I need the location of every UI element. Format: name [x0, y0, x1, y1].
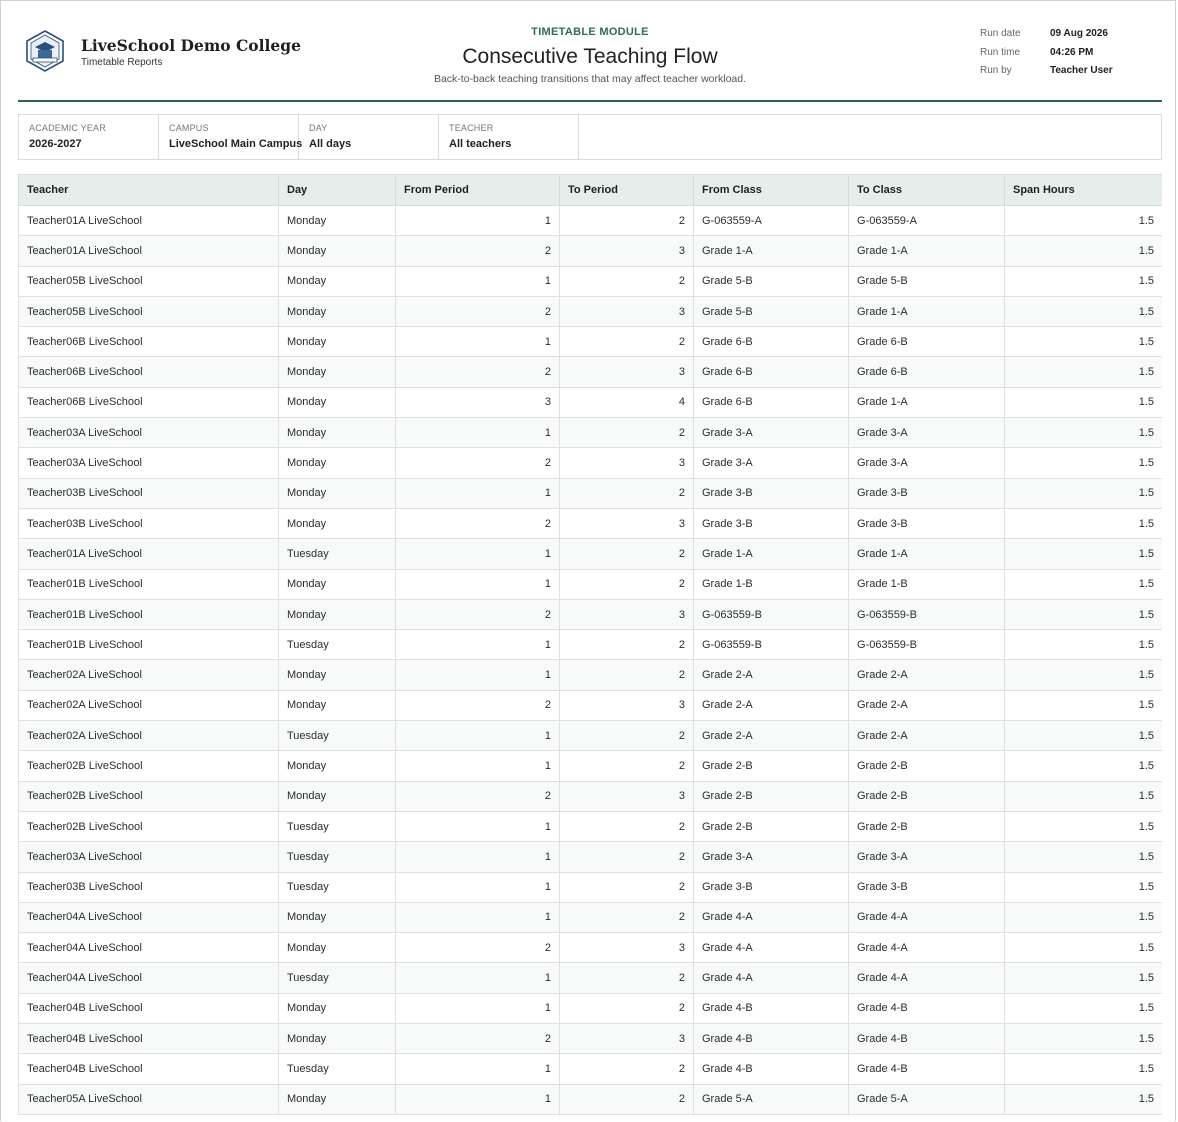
meta-label: Run by: [980, 65, 1012, 76]
filter-label: ACADEMIC YEAR: [29, 123, 106, 133]
cell-teacher: Teacher03B LiveSchool: [19, 872, 279, 902]
cell-from-class: Grade 3-A: [694, 418, 849, 448]
cell-teacher: Teacher01A LiveSchool: [19, 236, 279, 266]
cell-to-class: Grade 2-B: [849, 811, 1005, 841]
cell-from-class: Grade 6-B: [694, 357, 849, 387]
cell-day: Monday: [279, 236, 396, 266]
cell-day: Tuesday: [279, 539, 396, 569]
cell-teacher: Teacher05B LiveSchool: [19, 266, 279, 296]
table-row: [19, 478, 1163, 508]
cell-to-class: Grade 4-A: [849, 963, 1005, 993]
cell-to-class: Grade 2-B: [849, 751, 1005, 781]
cell-to-class: Grade 1-A: [849, 539, 1005, 569]
cell-day: Monday: [279, 327, 396, 357]
cell-from-class: G-063559-A: [694, 206, 849, 236]
cell-teacher: Teacher03A LiveSchool: [19, 448, 279, 478]
cell-to-period: 2: [560, 630, 694, 660]
cell-to-period: 2: [560, 1054, 694, 1084]
cell-day: Monday: [279, 569, 396, 599]
cell-from-period: 1: [396, 630, 560, 660]
cell-to-period: 2: [560, 266, 694, 296]
cell-span-hours: 1.5: [1005, 508, 1163, 538]
cell-to-period: 2: [560, 902, 694, 932]
cell-to-class: Grade 3-A: [849, 842, 1005, 872]
cell-from-class: Grade 4-B: [694, 1054, 849, 1084]
cell-to-class: Grade 2-A: [849, 690, 1005, 720]
cell-to-class: Grade 3-B: [849, 508, 1005, 538]
table-row: [19, 660, 1163, 690]
table-row: [19, 448, 1163, 478]
table-row: [19, 933, 1163, 963]
cell-from-class: Grade 2-B: [694, 751, 849, 781]
cell-span-hours: 1.5: [1005, 842, 1163, 872]
cell-from-period: 2: [396, 1024, 560, 1054]
table-row: [19, 1084, 1163, 1114]
cell-from-class: Grade 2-A: [694, 721, 849, 751]
cell-from-period: 1: [396, 539, 560, 569]
cell-span-hours: 1.5: [1005, 660, 1163, 690]
cell-span-hours: 1.5: [1005, 357, 1163, 387]
cell-to-class: Grade 4-B: [849, 1054, 1005, 1084]
cell-span-hours: 1.5: [1005, 690, 1163, 720]
cell-teacher: Teacher01B LiveSchool: [19, 569, 279, 599]
cell-to-class: Grade 2-A: [849, 721, 1005, 751]
cell-teacher: Teacher01B LiveSchool: [19, 630, 279, 660]
cell-day: Monday: [279, 418, 396, 448]
cell-to-period: 2: [560, 418, 694, 448]
cell-to-class: Grade 1-A: [849, 387, 1005, 417]
cell-from-period: 2: [396, 690, 560, 720]
cell-span-hours: 1.5: [1005, 1084, 1163, 1114]
filter-day: [299, 115, 439, 159]
cell-from-class: Grade 6-B: [694, 387, 849, 417]
table-row: [19, 539, 1163, 569]
table-row: [19, 508, 1163, 538]
cell-day: Tuesday: [279, 630, 396, 660]
cell-to-class: Grade 3-A: [849, 448, 1005, 478]
column-header-day[interactable]: Day: [279, 175, 396, 206]
cell-to-class: Grade 4-A: [849, 933, 1005, 963]
cell-teacher: Teacher06B LiveSchool: [19, 357, 279, 387]
meta-value: Teacher User: [1050, 65, 1113, 76]
cell-from-class: Grade 4-B: [694, 1024, 849, 1054]
cell-span-hours: 1.5: [1005, 993, 1163, 1023]
cell-span-hours: 1.5: [1005, 206, 1163, 236]
cell-from-period: 1: [396, 811, 560, 841]
cell-to-period: 3: [560, 781, 694, 811]
column-header-to-period[interactable]: To Period: [560, 175, 694, 206]
cell-to-period: 2: [560, 206, 694, 236]
cell-teacher: Teacher02A LiveSchool: [19, 690, 279, 720]
cell-span-hours: 1.5: [1005, 721, 1163, 751]
cell-to-class: Grade 3-B: [849, 872, 1005, 902]
cell-to-period: 2: [560, 842, 694, 872]
cell-teacher: Teacher04B LiveSchool: [19, 1054, 279, 1084]
cell-day: Monday: [279, 690, 396, 720]
cell-from-period: 1: [396, 963, 560, 993]
cell-to-class: Grade 3-A: [849, 418, 1005, 448]
cell-to-period: 2: [560, 478, 694, 508]
filter-teacher: [439, 115, 579, 159]
cell-teacher: Teacher04B LiveSchool: [19, 993, 279, 1023]
cell-span-hours: 1.5: [1005, 781, 1163, 811]
cell-span-hours: 1.5: [1005, 418, 1163, 448]
table-row: [19, 1054, 1163, 1084]
cell-to-period: 4: [560, 387, 694, 417]
report-title: Consecutive Teaching Flow: [462, 45, 718, 68]
table-row: [19, 721, 1163, 751]
cell-span-hours: 1.5: [1005, 963, 1163, 993]
cell-from-period: 2: [396, 296, 560, 326]
table-row: [19, 781, 1163, 811]
table-row: [19, 387, 1163, 417]
cell-to-class: G-063559-A: [849, 206, 1005, 236]
cell-to-period: 2: [560, 660, 694, 690]
cell-span-hours: 1.5: [1005, 539, 1163, 569]
cell-to-period: 3: [560, 296, 694, 326]
cell-day: Tuesday: [279, 842, 396, 872]
teaching-flow-table-container[interactable]: [18, 174, 1162, 1122]
cell-from-period: 2: [396, 357, 560, 387]
cell-span-hours: 1.5: [1005, 478, 1163, 508]
table-row: [19, 993, 1163, 1023]
table-row: [19, 236, 1163, 266]
filter-label: CAMPUS: [169, 123, 209, 133]
cell-to-class: Grade 2-B: [849, 781, 1005, 811]
cell-to-period: 2: [560, 963, 694, 993]
filter-academic-year: [19, 115, 159, 159]
cell-to-period: 2: [560, 539, 694, 569]
run-by-row: [980, 65, 1160, 84]
table-row: [19, 418, 1163, 448]
cell-from-class: Grade 1-A: [694, 539, 849, 569]
cell-day: Monday: [279, 933, 396, 963]
table-row: [19, 1024, 1163, 1054]
cell-from-class: G-063559-B: [694, 630, 849, 660]
cell-from-period: 1: [396, 1054, 560, 1084]
cell-day: Tuesday: [279, 963, 396, 993]
column-header-span-hours[interactable]: Span Hours: [1005, 175, 1163, 206]
cell-to-period: 3: [560, 933, 694, 963]
cell-to-class: G-063559-B: [849, 630, 1005, 660]
cell-day: Monday: [279, 781, 396, 811]
cell-day: Monday: [279, 902, 396, 932]
cell-day: Tuesday: [279, 811, 396, 841]
cell-to-class: Grade 5-B: [849, 266, 1005, 296]
table-row: [19, 266, 1163, 296]
cell-to-class: Grade 1-A: [849, 296, 1005, 326]
table-row: [19, 902, 1163, 932]
cell-day: Monday: [279, 993, 396, 1023]
cell-day: Tuesday: [279, 872, 396, 902]
cell-from-class: Grade 4-A: [694, 963, 849, 993]
cell-from-period: 1: [396, 751, 560, 781]
cell-day: Monday: [279, 448, 396, 478]
cell-from-period: 1: [396, 842, 560, 872]
cell-from-period: 1: [396, 327, 560, 357]
cell-day: Monday: [279, 508, 396, 538]
table-body: [19, 206, 1163, 1115]
cell-to-class: Grade 4-B: [849, 1024, 1005, 1054]
cell-teacher: Teacher01B LiveSchool: [19, 599, 279, 629]
filter-value: All days: [309, 138, 352, 150]
cell-day: Monday: [279, 1084, 396, 1114]
cell-from-period: 1: [396, 721, 560, 751]
cell-to-class: G-063559-B: [849, 599, 1005, 629]
table-row: [19, 599, 1163, 629]
cell-teacher: Teacher03B LiveSchool: [19, 478, 279, 508]
cell-from-class: Grade 4-A: [694, 902, 849, 932]
cell-day: Monday: [279, 357, 396, 387]
cell-from-period: 2: [396, 236, 560, 266]
cell-from-period: 1: [396, 478, 560, 508]
cell-from-class: Grade 2-A: [694, 690, 849, 720]
cell-to-period: 2: [560, 811, 694, 841]
table-row: [19, 630, 1163, 660]
table-row: [19, 751, 1163, 781]
cell-from-class: Grade 4-B: [694, 993, 849, 1023]
cell-from-period: 1: [396, 418, 560, 448]
cell-to-class: Grade 1-B: [849, 569, 1005, 599]
cell-from-class: Grade 5-B: [694, 266, 849, 296]
cell-day: Monday: [279, 1024, 396, 1054]
cell-day: Monday: [279, 751, 396, 781]
cell-from-period: 1: [396, 872, 560, 902]
cell-from-class: Grade 5-A: [694, 1084, 849, 1114]
meta-value: 04:26 PM: [1050, 46, 1094, 58]
cell-teacher: Teacher02B LiveSchool: [19, 751, 279, 781]
cell-span-hours: 1.5: [1005, 872, 1163, 902]
cell-day: Monday: [279, 599, 396, 629]
cell-from-period: 1: [396, 993, 560, 1023]
cell-from-period: 1: [396, 569, 560, 599]
cell-to-period: 2: [560, 569, 694, 599]
school-subtitle: Timetable Reports: [81, 57, 163, 68]
report-subtitle: Back-to-back teaching transitions that may affect teacher workload.: [433, 73, 747, 85]
cell-from-class: Grade 3-B: [694, 508, 849, 538]
cell-teacher: Teacher04A LiveSchool: [19, 963, 279, 993]
cell-from-period: 2: [396, 933, 560, 963]
cell-span-hours: 1.5: [1005, 1054, 1163, 1084]
cell-from-class: Grade 3-A: [694, 448, 849, 478]
meta-label: Run time: [980, 46, 1021, 58]
report-header: [18, 1, 1162, 102]
table-row: [19, 569, 1163, 599]
cell-from-period: 2: [396, 508, 560, 538]
meta-value: 09 Aug 2026: [1050, 28, 1108, 39]
cell-teacher: Teacher04B LiveSchool: [19, 1024, 279, 1054]
cell-span-hours: 1.5: [1005, 751, 1163, 781]
cell-span-hours: 1.5: [1005, 902, 1163, 932]
meta-label: Run date: [980, 28, 1021, 39]
cell-from-period: 1: [396, 266, 560, 296]
cell-to-period: 3: [560, 690, 694, 720]
table-row: [19, 842, 1163, 872]
cell-span-hours: 1.5: [1005, 266, 1163, 296]
cell-day: Monday: [279, 387, 396, 417]
cell-teacher: Teacher04A LiveSchool: [19, 933, 279, 963]
cell-to-period: 3: [560, 236, 694, 266]
cell-teacher: Teacher02B LiveSchool: [19, 781, 279, 811]
filter-value: All teachers: [449, 138, 512, 150]
cell-span-hours: 1.5: [1005, 1024, 1163, 1054]
cell-span-hours: 1.5: [1005, 933, 1163, 963]
cell-to-class: Grade 1-A: [849, 236, 1005, 266]
filter-campus: [159, 115, 303, 159]
cell-to-class: Grade 4-A: [849, 902, 1005, 932]
cell-from-period: 1: [396, 206, 560, 236]
cell-from-class: Grade 2-B: [694, 781, 849, 811]
cell-teacher: Teacher06B LiveSchool: [19, 387, 279, 417]
cell-to-class: Grade 6-B: [849, 327, 1005, 357]
filter-label: TEACHER: [449, 123, 494, 133]
cell-day: Monday: [279, 296, 396, 326]
column-header-from-class[interactable]: From Class: [694, 175, 849, 206]
cell-to-period: 3: [560, 357, 694, 387]
cell-span-hours: 1.5: [1005, 296, 1163, 326]
cell-teacher: Teacher03B LiveSchool: [19, 508, 279, 538]
cell-day: Monday: [279, 206, 396, 236]
run-time-row: [980, 47, 1160, 66]
cell-teacher: Teacher02B LiveSchool: [19, 811, 279, 841]
cell-from-period: 2: [396, 599, 560, 629]
cell-teacher: Teacher06B LiveSchool: [19, 327, 279, 357]
cell-to-class: Grade 4-B: [849, 993, 1005, 1023]
cell-span-hours: 1.5: [1005, 327, 1163, 357]
cell-from-class: Grade 3-B: [694, 478, 849, 508]
cell-to-class: Grade 6-B: [849, 357, 1005, 387]
run-meta: [980, 28, 1160, 84]
cell-day: Monday: [279, 660, 396, 690]
cell-from-class: Grade 2-A: [694, 660, 849, 690]
cell-from-class: Grade 2-B: [694, 811, 849, 841]
cell-to-period: 2: [560, 721, 694, 751]
cell-from-class: Grade 3-B: [694, 872, 849, 902]
cell-day: Monday: [279, 266, 396, 296]
cell-to-period: 3: [560, 1024, 694, 1054]
cell-from-period: 2: [396, 781, 560, 811]
cell-teacher: Teacher02A LiveSchool: [19, 721, 279, 751]
cell-to-period: 2: [560, 872, 694, 902]
cell-teacher: Teacher05B LiveSchool: [19, 296, 279, 326]
filter-value: 2026-2027: [29, 138, 82, 150]
table-row: [19, 963, 1163, 993]
cell-from-class: Grade 5-B: [694, 296, 849, 326]
cell-from-class: Grade 6-B: [694, 327, 849, 357]
cell-from-period: 3: [396, 387, 560, 417]
column-header-teacher[interactable]: Teacher: [19, 175, 279, 206]
cell-teacher: Teacher01A LiveSchool: [19, 206, 279, 236]
cell-teacher: Teacher03A LiveSchool: [19, 842, 279, 872]
table-row: [19, 357, 1163, 387]
cell-from-class: G-063559-B: [694, 599, 849, 629]
cell-span-hours: 1.5: [1005, 569, 1163, 599]
cell-span-hours: 1.5: [1005, 630, 1163, 660]
cell-day: Monday: [279, 478, 396, 508]
table-row: [19, 296, 1163, 326]
cell-to-period: 2: [560, 1084, 694, 1114]
cell-teacher: Teacher01A LiveSchool: [19, 539, 279, 569]
cell-from-class: Grade 4-A: [694, 933, 849, 963]
cell-from-period: 1: [396, 660, 560, 690]
table-row: [19, 811, 1163, 841]
cell-to-period: 2: [560, 751, 694, 781]
cell-to-class: Grade 5-A: [849, 1084, 1005, 1114]
cell-to-class: Grade 2-A: [849, 660, 1005, 690]
cell-to-period: 3: [560, 448, 694, 478]
table-row: [19, 872, 1163, 902]
cell-span-hours: 1.5: [1005, 236, 1163, 266]
cell-from-period: 2: [396, 448, 560, 478]
column-header-to-class[interactable]: To Class: [849, 175, 1005, 206]
table-row: [19, 690, 1163, 720]
cell-from-period: 1: [396, 902, 560, 932]
table-row: [19, 206, 1163, 236]
cell-to-period: 2: [560, 993, 694, 1023]
table-header-row: [19, 175, 1163, 206]
cell-to-period: 2: [560, 327, 694, 357]
cell-span-hours: 1.5: [1005, 387, 1163, 417]
school-name: LiveSchool Demo College: [81, 36, 301, 55]
cell-from-class: Grade 1-B: [694, 569, 849, 599]
filter-label: DAY: [309, 123, 328, 133]
cell-from-period: 1: [396, 1084, 560, 1114]
cell-span-hours: 1.5: [1005, 599, 1163, 629]
cell-from-class: Grade 3-A: [694, 842, 849, 872]
cell-span-hours: 1.5: [1005, 811, 1163, 841]
cell-day: Tuesday: [279, 1054, 396, 1084]
cell-teacher: Teacher04A LiveSchool: [19, 902, 279, 932]
cell-to-period: 3: [560, 508, 694, 538]
cell-teacher: Teacher05A LiveSchool: [19, 1084, 279, 1114]
cell-span-hours: 1.5: [1005, 448, 1163, 478]
cell-to-period: 3: [560, 599, 694, 629]
run-date-row: [980, 28, 1160, 47]
cell-to-class: Grade 3-B: [849, 478, 1005, 508]
teaching-flow-table: [18, 174, 1162, 1115]
cell-teacher: Teacher02A LiveSchool: [19, 660, 279, 690]
table-row: [19, 327, 1163, 357]
cell-teacher: Teacher03A LiveSchool: [19, 418, 279, 448]
column-header-from-period[interactable]: From Period: [396, 175, 560, 206]
filter-summary: [18, 114, 1162, 160]
filter-spacer: [579, 115, 1161, 159]
cell-day: Tuesday: [279, 721, 396, 751]
cell-from-class: Grade 1-A: [694, 236, 849, 266]
module-label: TIMETABLE MODULE: [531, 26, 649, 38]
filter-value: LiveSchool Main Campus: [169, 138, 303, 150]
